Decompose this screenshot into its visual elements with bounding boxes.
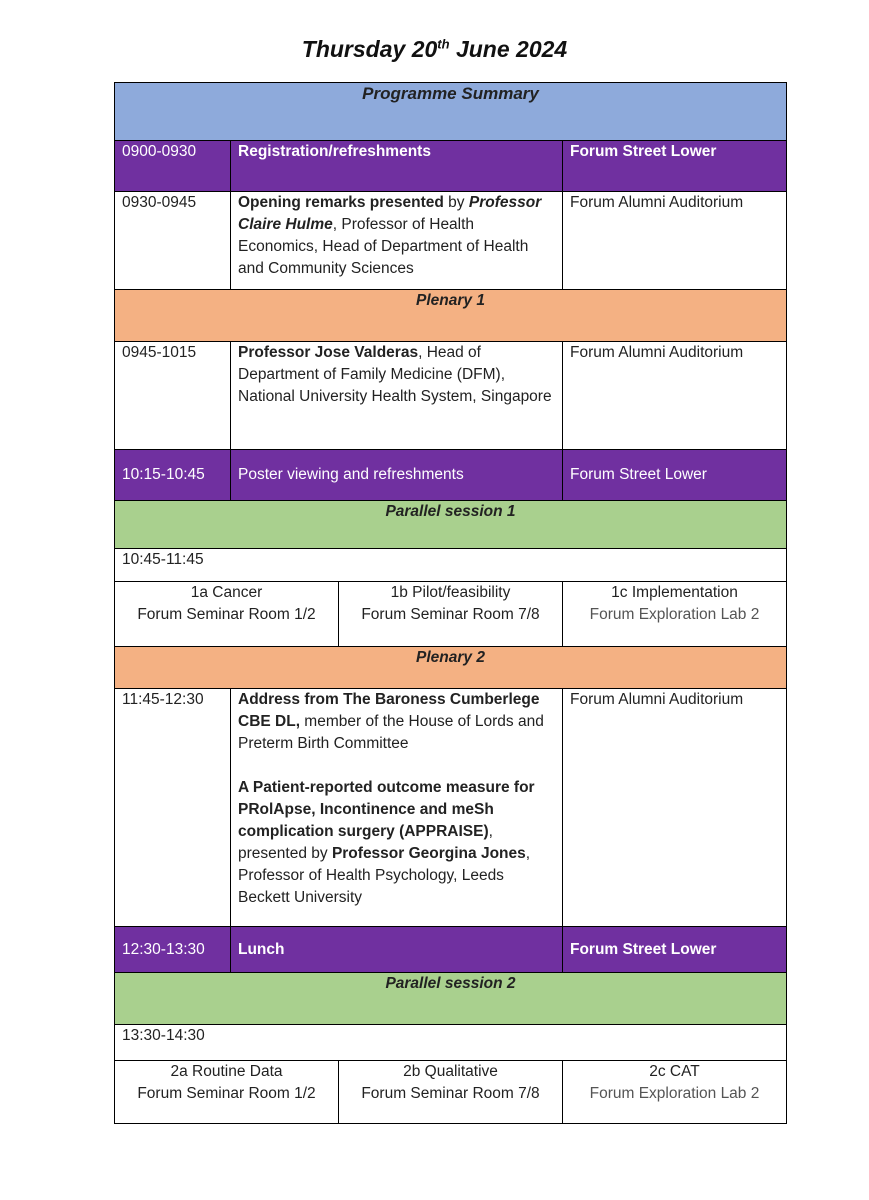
activity-cell: Lunch: [231, 927, 563, 973]
parallel-session-2-row: [115, 973, 787, 1025]
lunch-row: [115, 927, 787, 973]
session-1a: 1a Cancer Forum Seminar Room 1/2: [115, 582, 339, 647]
cumberlege-row: [115, 689, 787, 927]
activity-cell: Poster viewing and refreshments: [231, 450, 563, 501]
plenary-1-label: Plenary 1: [115, 290, 787, 342]
parallel-1-sessions-row: [115, 582, 787, 647]
time-cell: 13:30-14:30: [115, 1025, 787, 1061]
location-cell: Forum Street Lower: [563, 927, 787, 973]
location-cell: Forum Street Lower: [563, 141, 787, 192]
programme-table: [114, 82, 787, 1124]
session-1b: 1b Pilot/feasibility Forum Seminar Room 7/8: [339, 582, 563, 647]
time-cell: 11:45-12:30: [115, 689, 231, 927]
plenary-2-label: Plenary 2: [115, 647, 787, 689]
activity-cell: Address from The Baroness Cumberlege CBE DL, member of the House of Lords and Preterm Birth Committee A Patient-reported outcome measure for PRolApse, Incontinence and meSh complication surgery (APPRAISE), presented by Professor Georgina Jones, Professor of Health Psychology, Leeds Beckett University: [231, 689, 563, 927]
time-cell: 0930-0945: [115, 192, 231, 290]
parallel-2-time-row: [115, 1025, 787, 1061]
location-cell: Forum Street Lower: [563, 450, 787, 501]
time-cell: 10:45-11:45: [115, 549, 787, 582]
activity-cell: Registration/refreshments: [231, 141, 563, 192]
time-cell: 12:30-13:30: [115, 927, 231, 973]
session-2b: 2b Qualitative Forum Seminar Room 7/8: [339, 1061, 563, 1124]
time-cell: 0945-1015: [115, 342, 231, 450]
programme-summary-header: [115, 83, 787, 141]
session-2a: 2a Routine Data Forum Seminar Room 1/2: [115, 1061, 339, 1124]
activity-cell: Opening remarks presented by Professor Claire Hulme, Professor of Health Economics, Head of Department of Health and Community Sciences: [231, 192, 563, 290]
parallel-session-1-label: Parallel session 1: [115, 501, 787, 549]
plenary-2-row: [115, 647, 787, 689]
location-cell: Forum Alumni Auditorium: [563, 689, 787, 927]
parallel-2-sessions-row: [115, 1061, 787, 1124]
programme-summary-title: Programme Summary: [115, 83, 787, 141]
page-title: Thursday 20th June 2024: [301, 36, 568, 62]
registration-row: [115, 141, 787, 192]
time-cell: 0900-0930: [115, 141, 231, 192]
session-2c: 2c CAT Forum Exploration Lab 2: [563, 1061, 787, 1124]
time-cell: 10:15-10:45: [115, 450, 231, 501]
activity-cell: Professor Jose Valderas, Head of Department of Family Medicine (DFM), National University Health System, Singapore: [231, 342, 563, 450]
parallel-session-2-label: Parallel session 2: [115, 973, 787, 1025]
plenary-1-row: [115, 290, 787, 342]
session-1c: 1c Implementation Forum Exploration Lab 2: [563, 582, 787, 647]
opening-row: [115, 192, 787, 290]
location-cell: Forum Alumni Auditorium: [563, 342, 787, 450]
parallel-session-1-row: [115, 501, 787, 549]
valderas-row: [115, 342, 787, 450]
poster-row: [115, 450, 787, 501]
parallel-1-time-row: [115, 549, 787, 582]
location-cell: Forum Alumni Auditorium: [563, 192, 787, 290]
